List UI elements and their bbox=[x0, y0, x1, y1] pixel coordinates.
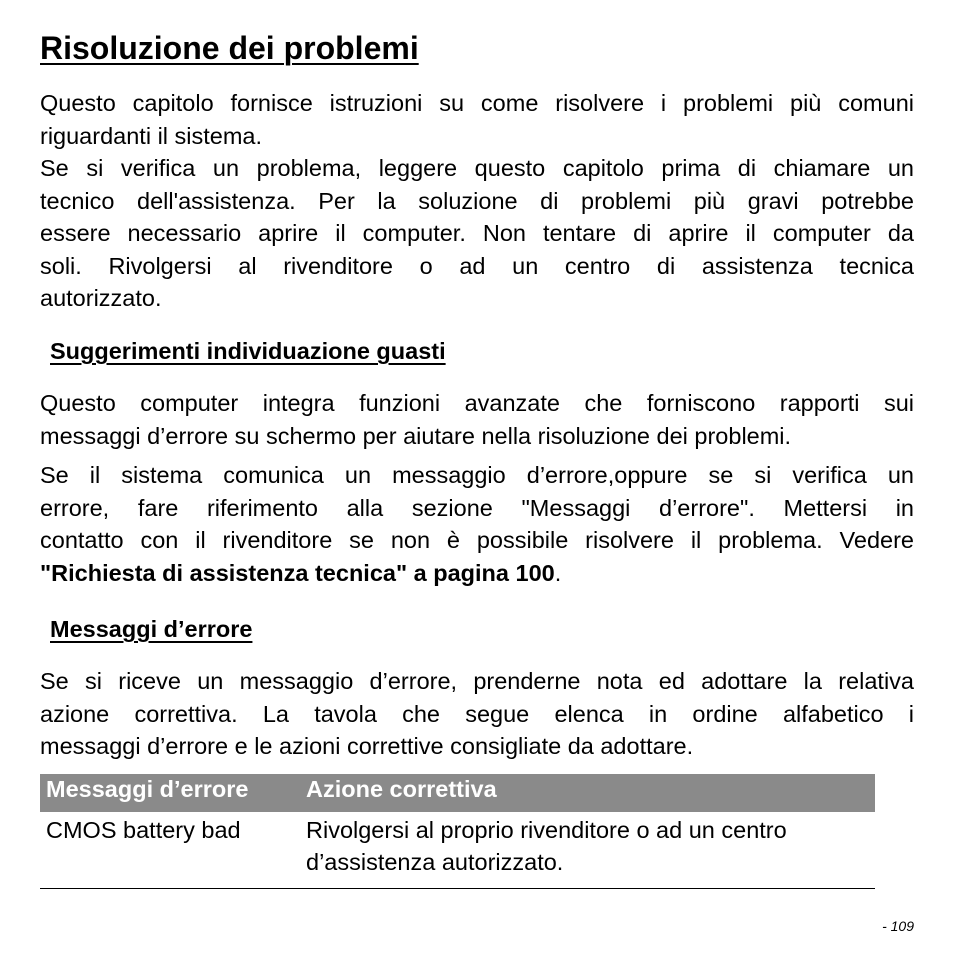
troubleshooting-paragraph-1 bbox=[40, 387, 914, 452]
text-line: messaggi d’errore su schermo per aiutare nella risoluzione dei problemi. bbox=[40, 422, 792, 449]
text-line: essere necessario aprire il computer. Non tentare di aprire il computer da bbox=[40, 220, 914, 246]
page-number: - 109 bbox=[882, 918, 914, 934]
intro-paragraph bbox=[40, 87, 914, 315]
cross-reference-link[interactable]: "Richiesta di assistenza tecnica" a pagina 100 bbox=[40, 559, 555, 586]
sentence-end: . bbox=[554, 559, 562, 586]
error-message-cell: CMOS battery bad bbox=[40, 812, 300, 889]
troubleshooting-paragraph-2 bbox=[40, 459, 914, 589]
text-line: Questo computer integra funzioni avanzate che forniscono rapporti sui bbox=[40, 390, 914, 416]
error-messages-paragraph bbox=[40, 665, 914, 763]
page-title: Risoluzione dei problemi bbox=[40, 30, 419, 66]
text-line: autorizzato. bbox=[40, 285, 162, 311]
text-line: Rivolgersi al proprio rivenditore o ad un centro bbox=[306, 817, 787, 843]
column-header-action: Azione correttiva bbox=[300, 774, 875, 812]
text-line: messaggi d’errore e le azioni correttive consigliate da adottare. bbox=[40, 733, 694, 759]
text-line: d’assistenza autorizzato. bbox=[306, 849, 564, 875]
corrective-action-cell bbox=[300, 812, 875, 889]
text-line: soli. Rivolgersi al rivenditore o ad un centro di assistenza tecnica bbox=[40, 252, 914, 279]
text-line: tecnico dell'assistenza. Per la soluzione di problemi più gravi potrebbe bbox=[40, 187, 914, 214]
text-line: errore, fare riferimento alla sezione "Messaggi d’errore". Mettersi in bbox=[40, 494, 914, 521]
text-line: Se si riceve un messaggio d’errore, prenderne nota ed adottare la relativa bbox=[40, 668, 914, 694]
table-header-row bbox=[40, 774, 875, 812]
column-header-message: Messaggi d’errore bbox=[40, 774, 300, 812]
text-line: Se il sistema comunica un messaggio d’errore,oppure se si verifica un bbox=[40, 462, 914, 488]
text-line bbox=[40, 557, 914, 590]
section-heading-error-messages: Messaggi d’errore bbox=[50, 616, 253, 642]
text-line: azione correttiva. La tavola che segue elenca in ordine alfabetico i bbox=[40, 700, 914, 727]
text-line: Se si verifica un problema, leggere questo capitolo prima di chiamare un bbox=[40, 155, 914, 181]
table-row bbox=[40, 812, 875, 889]
text-line: riguardanti il sistema. bbox=[40, 122, 263, 149]
text-line: contatto con il rivenditore se non è possibile risolvere il problema. Vedere bbox=[40, 527, 914, 553]
text-line: Questo capitolo fornisce istruzioni su come risolvere i problemi più comuni bbox=[40, 90, 914, 116]
section-heading-troubleshooting: Suggerimenti individuazione guasti bbox=[50, 338, 446, 364]
error-messages-table bbox=[40, 774, 875, 889]
